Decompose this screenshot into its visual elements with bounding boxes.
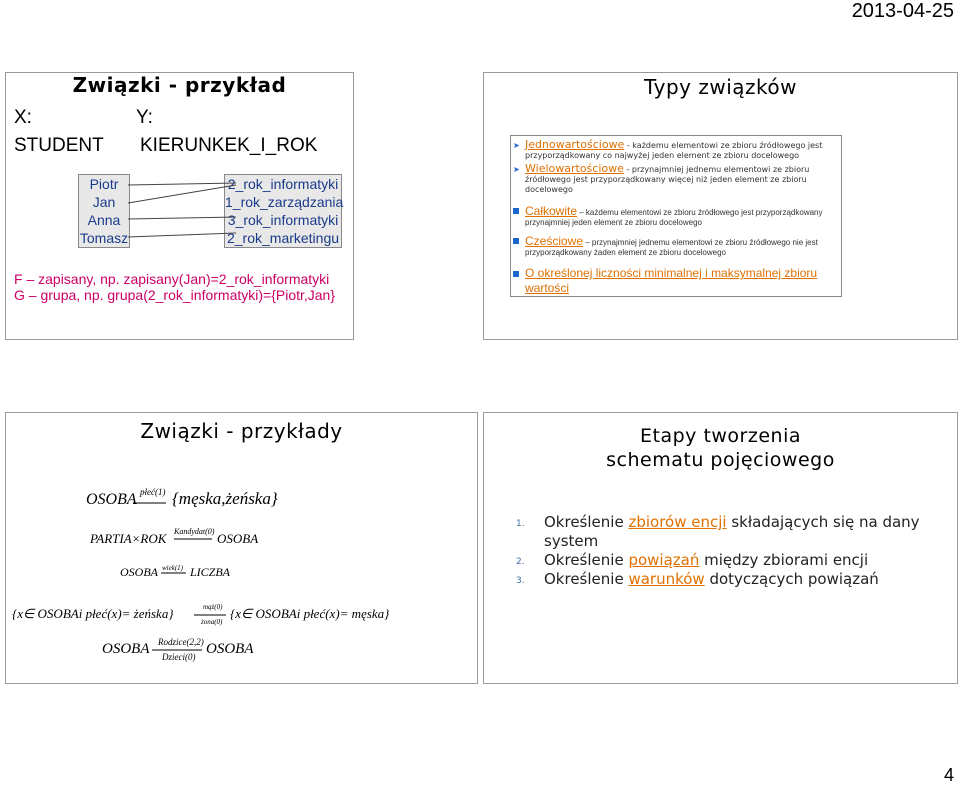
arrow-bullet-icon: ➤ — [513, 141, 520, 150]
x-label: X: — [14, 107, 32, 128]
stage-link[interactable]: warunków — [628, 570, 705, 588]
student-item: Tomasz — [79, 230, 129, 246]
type-description: - każdemu elementowi ze zbioru źródłowego jest przyporządkowany co najwyżej jeden element ze zbioru docelowego — [525, 141, 823, 160]
formula-left: OSOBA — [102, 641, 150, 657]
type-item-total — [525, 206, 831, 228]
type-item-partial — [525, 236, 831, 258]
page-number: 4 — [943, 765, 954, 785]
formula-label-bottom: Dzieci(0) — [162, 652, 196, 662]
student-item: Piotr — [89, 176, 119, 192]
slide-title-line1: Etapy tworzenia — [640, 425, 801, 447]
arrow-bullet-icon: ➤ — [513, 165, 520, 174]
stage-link[interactable]: powiązań — [628, 551, 700, 569]
slide-title: Związki - przykłady — [140, 419, 343, 443]
type-term: Całkowite — [525, 204, 578, 218]
formula-label: wiek(1) — [162, 564, 183, 572]
type-description: – przynajmniej jednemu elementowi ze zbioru źródłowego nie jest przyporządkowany żaden element ze zbioru docelowego — [525, 238, 818, 257]
type-item-multi-valued — [513, 162, 831, 195]
student-item: Anna — [87, 212, 121, 228]
square-bullet-icon — [513, 237, 519, 247]
square-bullet-icon — [513, 207, 519, 217]
stage-link[interactable]: zbiorów encji — [628, 513, 727, 531]
function-g-description: G – grupa, np. grupa(2_rok_informatyki)={Piotr,Jan} — [14, 287, 336, 303]
formula-right: {męska,żeńska} — [172, 489, 278, 508]
y-label: Y: — [136, 107, 153, 128]
square-bullet-icon — [513, 267, 519, 282]
slide-relations-example — [5, 72, 354, 340]
slide-relation-types — [483, 72, 958, 340]
course-item: 2_rok_marketingu — [226, 230, 340, 246]
course-item: 1_rok_zarządzania — [225, 194, 344, 210]
x-set-name: STUDENT — [14, 135, 104, 156]
formula-label: Kandydat(0) — [174, 527, 215, 536]
formula-left: OSOBA — [120, 565, 158, 579]
formula-label: płeć(1) — [140, 487, 166, 497]
mapping-line — [128, 233, 236, 237]
course-item: 3_rok_informatyki — [227, 212, 339, 228]
formula-left: {x∈ OSOBAi płeć(x)= żeńska} — [12, 606, 174, 621]
stages-list — [516, 513, 957, 589]
type-description: O określonej liczności minimalnej i maksymalnej zbioru wartości — [525, 266, 818, 295]
formula-right: OSOBA — [217, 531, 259, 546]
formula-left: PARTIA×ROK — [90, 531, 167, 546]
stage-item: 1. Określenie zbiorów encji składających się na dany system — [516, 513, 920, 550]
mapping-line — [128, 183, 236, 185]
mapping-line — [128, 217, 236, 219]
types-content-box — [510, 135, 842, 297]
slide-title: Związki - przykład — [72, 73, 287, 97]
mapping-line — [128, 185, 236, 203]
stage-item: 3. Określenie warunków dotyczących powiązań — [516, 570, 957, 589]
slide-title: Typy związków — [644, 75, 797, 99]
formula-label-top: Rodzice(2,2) — [158, 637, 204, 647]
slide-schema-stages — [483, 412, 958, 684]
stage-number: 3. — [516, 576, 525, 586]
type-description: - przynajmniej jednemu elementowi ze zbioru źródłowego jest przyporządkowany więcej niż jeden element ze zbioru docelowego — [525, 165, 810, 194]
type-term: Wielowartościowe — [525, 162, 624, 175]
student-item: Jan — [92, 194, 116, 210]
formula-right: {x∈ OSOBAi płeć(x)= męska} — [230, 606, 390, 621]
type-item-cardinality — [525, 266, 831, 296]
slide-title-line2: schematu pojęciowego — [606, 449, 835, 471]
function-f-description: F – zapisany, np. zapisany(Jan)=2_rok_informatyki — [14, 271, 330, 287]
stage-item: 2. Określenie powiązań między zbiorami encji — [516, 551, 957, 570]
type-description: – każdemu elementowi ze zbioru źródłowego jest przyporządkowany przynajmniej jeden element ze zbioru docelowego — [525, 208, 823, 227]
formula-left: OSOBA — [86, 491, 137, 508]
y-set-name: KIERUNKEK_I_ROK — [140, 135, 318, 156]
course-item: 2_rok_informatyki — [227, 176, 339, 192]
formula-label-bottom: żona(0) — [201, 618, 223, 626]
stage-number: 1. — [516, 519, 525, 529]
formula-right: OSOBA — [206, 641, 254, 657]
slide-relations-examples — [5, 412, 478, 684]
type-term: Jednowartościowe — [525, 138, 625, 151]
type-term: Cześciowe — [525, 234, 584, 248]
type-item-single-valued — [513, 138, 831, 161]
stage-number: 2. — [516, 557, 525, 567]
header-date: 2013-04-25 — [851, 0, 954, 22]
formula-label-top: mąż(0) — [203, 603, 223, 611]
formula-right: LICZBA — [190, 565, 231, 579]
